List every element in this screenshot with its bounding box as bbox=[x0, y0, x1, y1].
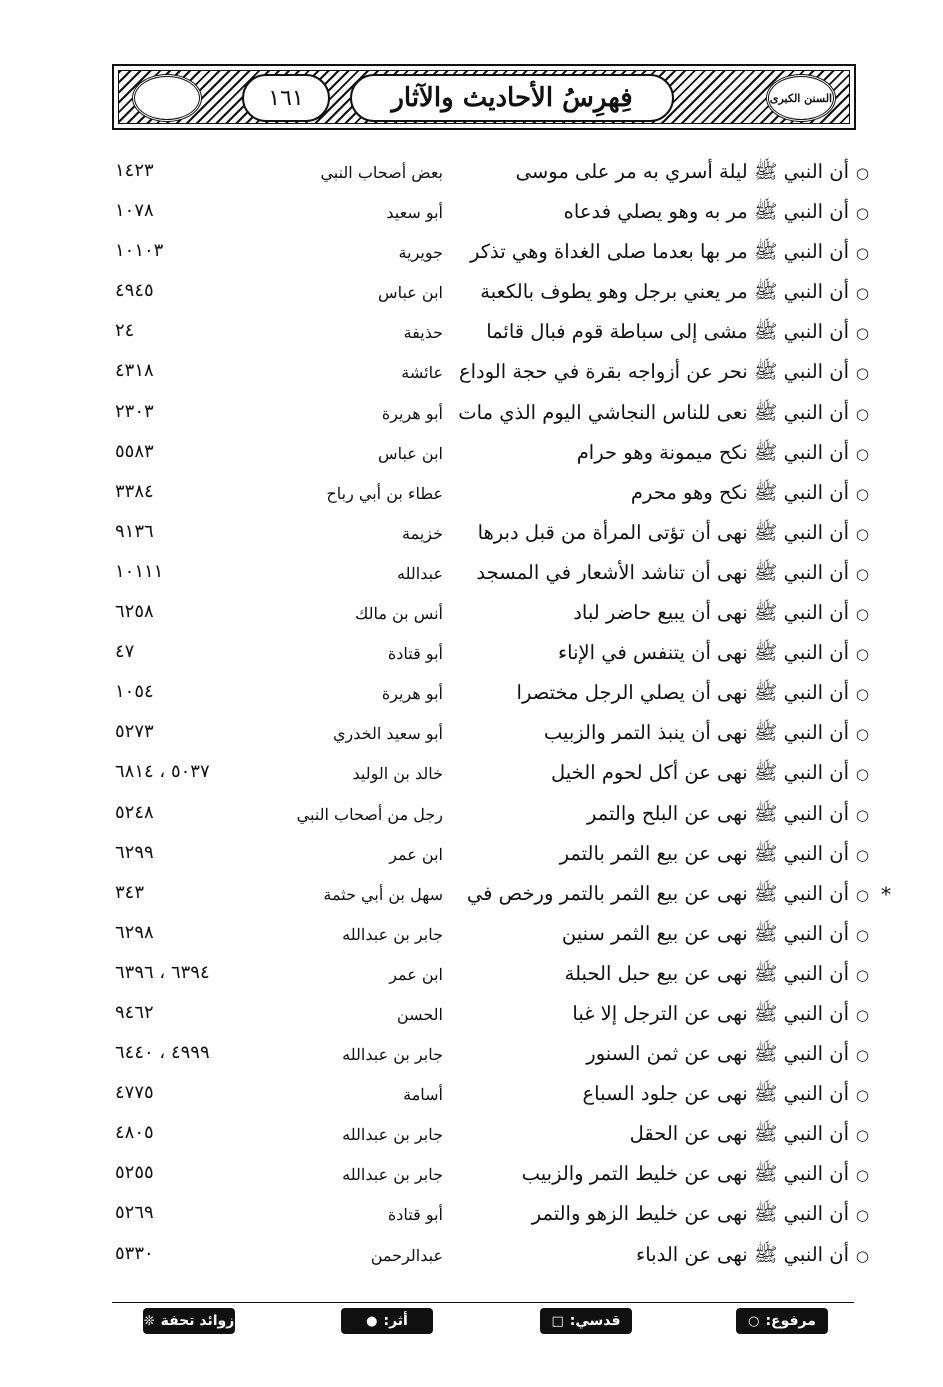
narrator-name: خالد بن الوليد bbox=[352, 764, 443, 784]
index-row bbox=[0, 1076, 943, 1116]
hadith-number: ١٠٥٤ bbox=[115, 681, 154, 703]
narrator-name: بعض أصحاب النبي bbox=[320, 163, 443, 182]
hadith-text: أن النبي ﷺ نهى عن الترجل إلا غبا bbox=[572, 1001, 849, 1025]
index-row bbox=[0, 274, 943, 314]
hollow-circle-icon: ○ bbox=[855, 1126, 869, 1145]
hadith-text: أن النبي ﷺ نهى أن يصلي الرجل مختصرا bbox=[516, 681, 849, 705]
hadith-text: أن النبي ﷺ نهى عن خليط التمر والزبيب bbox=[521, 1162, 849, 1186]
narrator-name: ابن عباس bbox=[378, 283, 443, 303]
hollow-circle-icon: ○ bbox=[855, 364, 869, 383]
hollow-circle-icon: ○ bbox=[855, 1046, 869, 1065]
index-row bbox=[0, 996, 943, 1036]
index-row bbox=[0, 515, 943, 555]
hadith-text: أن النبي ﷺ نهى عن بيع الثمر بالتمر ورخص في bbox=[466, 881, 849, 905]
narrator-name: أبو هريرة bbox=[381, 403, 443, 423]
hadith-number: ٥٢٤٨ bbox=[115, 801, 154, 823]
book-logo-icon bbox=[766, 74, 836, 122]
narrator-name: جابر بن عبدالله bbox=[342, 924, 443, 944]
index-row bbox=[0, 595, 943, 635]
index-row bbox=[0, 675, 943, 715]
legend-qudsi bbox=[540, 1308, 632, 1334]
hadith-number: ١٤٢٣ bbox=[115, 160, 154, 181]
hollow-circle-icon: ○ bbox=[855, 284, 869, 303]
hadith-text: أن النبي ﷺ مر به وهو يصلي فدعاه bbox=[563, 200, 849, 224]
hadith-index-list bbox=[0, 154, 943, 1277]
hadith-number: ٩١٣٦ bbox=[115, 520, 154, 542]
hollow-circle-icon: ○ bbox=[855, 1005, 869, 1024]
hadith-text: أن النبي ﷺ نهى عن بيع الثمر بالتمر bbox=[559, 841, 849, 865]
index-row bbox=[0, 715, 943, 755]
hadith-number: ٤٨٠٥ bbox=[115, 1122, 154, 1144]
hadith-text: أن النبي ﷺ نعى للناس النجاشي اليوم الذي مات bbox=[458, 400, 849, 424]
logo-text: السنن الكبرى bbox=[769, 91, 833, 105]
index-row bbox=[0, 354, 943, 394]
narrator-name: رجل من أصحاب النبي bbox=[296, 804, 443, 824]
narrator-name: جويرية bbox=[398, 243, 443, 263]
hollow-circle-icon: ○ bbox=[855, 685, 869, 704]
hadith-number: ٦٢٩٩ bbox=[115, 841, 154, 863]
page-header bbox=[112, 64, 856, 130]
hollow-circle-icon: ○ bbox=[855, 1086, 869, 1105]
hollow-circle-icon: ○ bbox=[855, 1246, 869, 1265]
hadith-text: أن النبي ﷺ نهى عن الدباء bbox=[636, 1242, 849, 1266]
asterisk-icon: * bbox=[881, 881, 891, 906]
hadith-text: أن النبي ﷺ نكح ميمونة وهو حرام bbox=[576, 440, 849, 464]
hadith-text: أن النبي ﷺ نهى عن بيع حبل الحبلة bbox=[564, 961, 849, 985]
hadith-number: ٥٥٨٣ bbox=[115, 440, 154, 462]
index-row bbox=[0, 435, 943, 475]
index-row bbox=[0, 1156, 943, 1196]
narrator-name: أبو قتادة bbox=[387, 1205, 443, 1225]
hollow-circle-icon: ○ bbox=[855, 885, 869, 904]
index-row bbox=[0, 836, 943, 876]
narrator-name: أبو سعيد bbox=[386, 203, 443, 223]
hadith-number: ٤٧ bbox=[115, 641, 135, 663]
hollow-circle-icon: ○ bbox=[855, 324, 869, 343]
index-row bbox=[0, 796, 943, 836]
hadith-number: ٢٣٠٣ bbox=[115, 400, 154, 422]
hadith-text: أن النبي ﷺ نهى عن أكل لحوم الخيل bbox=[551, 761, 849, 785]
narrator-name: سهل بن أبي حثمة bbox=[323, 884, 443, 904]
hollow-circle-icon: ○ bbox=[855, 965, 869, 984]
narrator-name: جابر بن عبدالله bbox=[342, 1165, 443, 1185]
narrator-name: جابر بن عبدالله bbox=[342, 1125, 443, 1145]
index-row bbox=[0, 1036, 943, 1076]
hadith-number: ١٠١١١ bbox=[115, 560, 164, 582]
index-row bbox=[0, 395, 943, 435]
legend-athar bbox=[341, 1308, 433, 1334]
narrator-name: جابر بن عبدالله bbox=[342, 1045, 443, 1065]
hadith-number: ٩٤٦٢ bbox=[115, 1001, 154, 1023]
hollow-circle-icon: ○ bbox=[855, 1206, 869, 1225]
hadith-number: ٤٩٤٥ bbox=[115, 280, 154, 302]
index-row bbox=[0, 154, 943, 194]
hadith-text: أن النبي ﷺ نهى عن البلح والتمر bbox=[587, 801, 849, 825]
legend-zawaid bbox=[143, 1308, 235, 1334]
hadith-number: ٤٩٩٩ ، ٦٤٤٠ bbox=[115, 1042, 210, 1064]
hadith-number: ١٠١٠٣ bbox=[115, 240, 164, 262]
narrator-name: عائشة bbox=[401, 363, 443, 383]
hadith-number: ٣٣٨٤ bbox=[115, 480, 154, 502]
hollow-circle-icon: ○ bbox=[855, 925, 869, 944]
narrator-name: ابن عمر bbox=[389, 844, 443, 864]
hollow-circle-icon: ○ bbox=[855, 1166, 869, 1185]
hollow-circle-icon: ○ bbox=[855, 524, 869, 543]
hadith-number: ١٠٧٨ bbox=[115, 200, 154, 222]
hollow-circle-icon: ○ bbox=[855, 645, 869, 664]
index-row bbox=[0, 956, 943, 996]
page-number: ١٦١ bbox=[242, 74, 330, 122]
footer-divider bbox=[112, 1302, 854, 1303]
hollow-circle-icon: ○ bbox=[855, 244, 869, 263]
hadith-text: أن النبي ﷺ نهى عن الحقل bbox=[629, 1122, 849, 1146]
hadith-text: أن النبي ﷺ نهى عن خليط الزهو والتمر bbox=[531, 1202, 849, 1226]
hadith-text: أن النبي ﷺ مر بها بعدما صلى الغداة وهي تذكر bbox=[469, 240, 849, 264]
index-row bbox=[0, 1116, 943, 1156]
ornament-icon bbox=[132, 74, 202, 122]
hollow-circle-icon: ○ bbox=[855, 164, 869, 182]
narrator-name: عبدالرحمن bbox=[370, 1245, 443, 1265]
narrator-name: أبو هريرة bbox=[381, 684, 443, 704]
hadith-text: أن النبي ﷺ مشى إلى سباطة قوم فبال قائما bbox=[486, 320, 849, 344]
narrator-name: عطاء بن أبي رباح bbox=[326, 483, 443, 503]
hadith-text: أن النبي ﷺ نهى عن جلود السباع bbox=[582, 1082, 849, 1106]
hadith-text: أن النبي ﷺ نكح وهو محرم bbox=[630, 480, 849, 504]
narrator-name: خزيمة bbox=[402, 523, 443, 543]
hollow-circle-icon: ○ bbox=[855, 564, 869, 583]
index-row bbox=[0, 194, 943, 234]
asterisk-icon: ❊ bbox=[143, 1313, 155, 1329]
hadith-text: أن النبي ﷺ مر يعني برجل وهو يطوف بالكعبة bbox=[480, 280, 849, 304]
narrator-name: أسامة bbox=[403, 1085, 443, 1105]
legend-marfu bbox=[736, 1308, 828, 1334]
narrator-name: ابن عمر bbox=[389, 964, 443, 984]
hadith-text: أن النبي ﷺ نهى أن تؤتى المرأة من قبل دبرها bbox=[477, 520, 849, 544]
legend-zawaid-label: زوائد تحفة bbox=[160, 1313, 235, 1329]
hollow-circle-icon: ○ bbox=[855, 444, 869, 463]
index-row bbox=[0, 555, 943, 595]
hollow-circle-icon: ○ bbox=[855, 404, 869, 423]
hadith-number: ٥٢٥٥ bbox=[115, 1162, 154, 1184]
filled-circle-icon: ● bbox=[366, 1313, 378, 1329]
narrator-name: الحسن bbox=[396, 1004, 443, 1024]
narrator-name: ابن عباس bbox=[378, 443, 443, 463]
index-row bbox=[0, 1237, 943, 1277]
hadith-number: ٥٠٣٧ ، ٦٨١٤ bbox=[115, 761, 210, 783]
hadith-text: أن النبي ﷺ نهى أن تناشد الأشعار في المسجد bbox=[476, 560, 849, 584]
narrator-name: أبو سعيد الخدري bbox=[333, 724, 443, 744]
hadith-number: ٦٢٥٨ bbox=[115, 601, 154, 623]
hollow-circle-icon: ○ bbox=[855, 605, 869, 624]
hadith-text: أن النبي ﷺ نهى أن يبيع حاضر لباد bbox=[573, 601, 849, 625]
hadith-number: ٢٤ bbox=[115, 320, 135, 342]
hollow-square-icon: □ bbox=[551, 1313, 564, 1329]
narrator-name: حذيفة bbox=[403, 323, 443, 343]
hadith-text: أن النبي ﷺ نهى أن ينبذ التمر والزبيب bbox=[543, 721, 849, 745]
hadith-number: ٥٢٦٩ bbox=[115, 1202, 154, 1224]
legend-athar-label: أثر: bbox=[383, 1313, 408, 1329]
hadith-text: أن النبي ﷺ نهى عن بيع الثمر سنين bbox=[561, 921, 849, 945]
hollow-circle-icon: ○ bbox=[855, 765, 869, 784]
narrator-name: عبدالله bbox=[397, 563, 443, 583]
narrator-name: أبو قتادة bbox=[387, 644, 443, 664]
index-row bbox=[0, 475, 943, 515]
index-row bbox=[0, 1196, 943, 1236]
narrator-name: أنس بن مالك bbox=[355, 604, 443, 624]
hollow-circle-icon: ○ bbox=[855, 725, 869, 744]
index-row bbox=[0, 234, 943, 274]
index-row bbox=[0, 755, 943, 795]
hollow-circle-icon: ○ bbox=[855, 204, 869, 223]
index-row bbox=[0, 876, 943, 916]
hollow-circle-icon: ○ bbox=[855, 845, 869, 864]
index-row bbox=[0, 314, 943, 354]
index-row bbox=[0, 916, 943, 956]
hadith-number: ٤٣١٨ bbox=[115, 360, 154, 382]
legend-qudsi-label: قدسي: bbox=[569, 1313, 621, 1329]
hadith-text: أن النبي ﷺ نحر عن أزواجه بقرة في حجة الوداع bbox=[459, 360, 849, 384]
hollow-circle-icon: ○ bbox=[748, 1313, 760, 1329]
hadith-number: ٦٢٩٨ bbox=[115, 921, 154, 943]
hollow-circle-icon: ○ bbox=[855, 805, 869, 824]
hadith-text: أن النبي ﷺ ليلة أسري به مر على موسى bbox=[515, 160, 849, 183]
hadith-number: ٥٣٣٠ bbox=[115, 1242, 154, 1264]
legend-marfu-label: مرفوع: bbox=[765, 1313, 816, 1329]
hadith-text: أن النبي ﷺ نهى أن يتنفس في الإناء bbox=[557, 641, 849, 665]
index-row bbox=[0, 635, 943, 675]
page-title: فِهرِسُ الأحاديث والآثار bbox=[350, 74, 674, 122]
hadith-text: أن النبي ﷺ نهى عن ثمن السنور bbox=[586, 1042, 849, 1066]
hollow-circle-icon: ○ bbox=[855, 484, 869, 503]
hadith-number: ٦٣٩٤ ، ٦٣٩٦ bbox=[115, 961, 210, 983]
hadith-number: ٤٧٧٥ bbox=[115, 1082, 154, 1104]
hadith-number: ٥٢٧٣ bbox=[115, 721, 154, 743]
hadith-number: ٣٤٣ bbox=[115, 881, 145, 903]
